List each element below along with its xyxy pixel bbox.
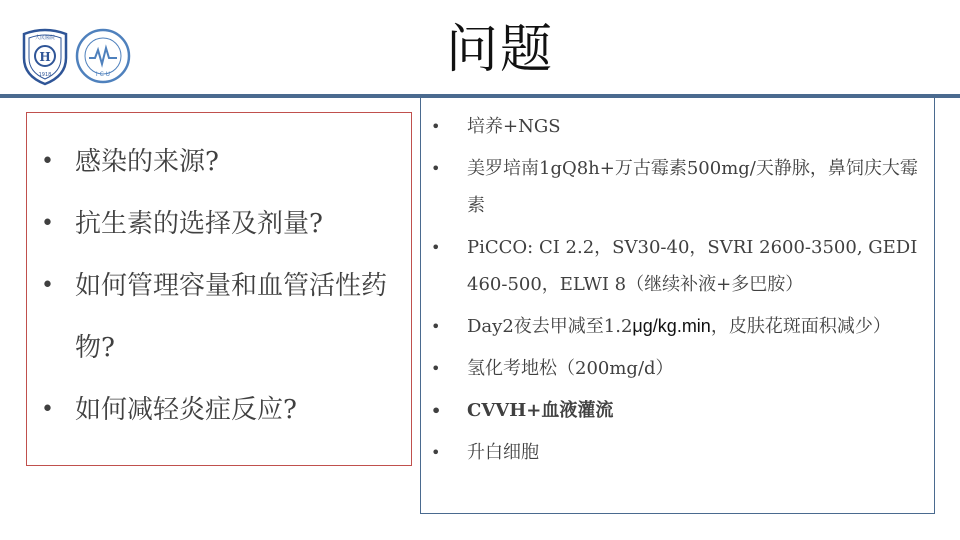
bullet-icon: • (41, 397, 54, 422)
list-item (39, 193, 397, 255)
bullet-icon: • (431, 238, 441, 257)
list-item (429, 150, 924, 224)
bullet-icon: • (431, 443, 441, 462)
interventions-list (421, 98, 934, 471)
bullet-icon: • (41, 149, 54, 174)
svg-text:1918: 1918 (38, 72, 52, 78)
questions-panel (26, 112, 412, 466)
intervention-text: PiCCO: CI 2.2，SV30-40，SVRI 2600-3500, GEDI 460-500，ELWI 8（继续补液+多巴胺） (467, 237, 918, 295)
list-item (429, 229, 924, 303)
bullet-icon: • (431, 401, 442, 420)
list-item (429, 350, 924, 387)
question-text: 如何减轻炎症反应? (75, 395, 297, 425)
intervention-text-c: ，皮肤花斑面积减少） (710, 316, 891, 337)
svg-text:人民醫院: 人民醫院 (34, 35, 56, 41)
bullet-icon: • (431, 359, 441, 378)
list-item (429, 108, 924, 145)
svg-text:H: H (39, 50, 51, 64)
intervention-text: 升白细胞 (467, 442, 539, 463)
page-title: 问题 (445, 20, 554, 80)
question-text: 抗生素的选择及剂量? (75, 209, 323, 239)
svg-text:I C U: I C U (95, 71, 111, 78)
bullet-icon: • (41, 211, 54, 236)
bullet-icon: • (41, 273, 54, 298)
question-text: 感染的来源? (75, 147, 219, 177)
list-item (429, 392, 924, 429)
intervention-text: 美罗培南1gQ8h+万古霉素500mg/天静脉，鼻饲庆大霉素 (467, 158, 918, 216)
bullet-icon: • (431, 159, 441, 178)
interventions-panel (420, 97, 935, 514)
list-item (429, 308, 924, 345)
intervention-text-a: Day2夜去甲减至1.2 (467, 316, 633, 337)
intervention-text: 氢化考地松（200mg/d） (467, 358, 674, 379)
bullet-icon: • (431, 117, 441, 136)
questions-list (27, 113, 411, 441)
list-item (39, 379, 397, 441)
intervention-text: 培养+NGS (467, 116, 561, 137)
list-item (429, 434, 924, 471)
intervention-text: CVVH+血液灌流 (467, 400, 614, 421)
bullet-icon: • (431, 317, 441, 336)
intervention-unit: μg/kg.min (632, 316, 711, 336)
list-item (39, 255, 397, 379)
list-item (39, 131, 397, 193)
question-text: 如何管理容量和血管活性药物? (75, 271, 388, 363)
